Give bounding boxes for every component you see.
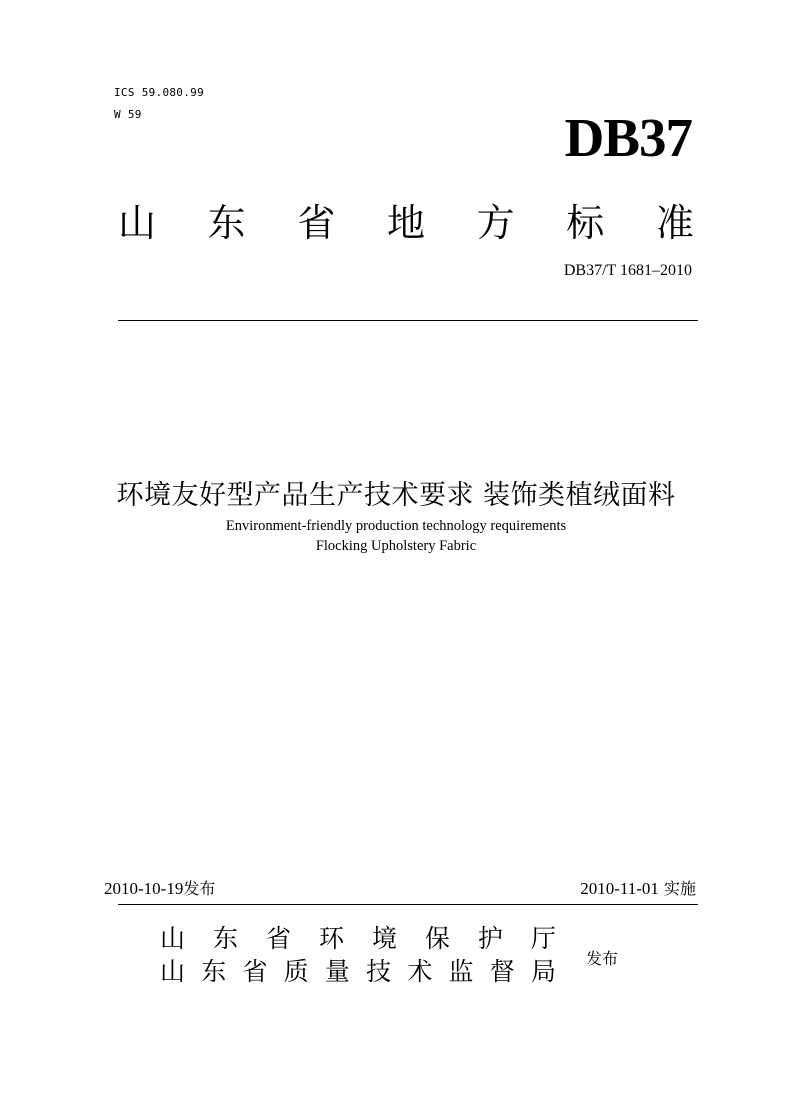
issuer-publish-label: 发布 <box>586 949 619 968</box>
implementation-date-value: 2010-11-01 <box>580 879 659 898</box>
standard-type-char: 准 <box>655 201 694 245</box>
issuer-char: 境 <box>371 924 397 953</box>
bottom-divider <box>118 904 698 905</box>
issue-date-value: 2010-10-19 <box>104 879 184 898</box>
ics-code: ICS 59.080.99 <box>114 86 204 99</box>
standard-type-char: 山 <box>118 201 157 245</box>
standard-type-title <box>118 196 694 250</box>
implementation-date-label: 实施 <box>663 879 696 898</box>
issuer-char: 护 <box>477 924 503 953</box>
standard-type-char: 省 <box>297 201 336 245</box>
issue-date <box>104 876 215 899</box>
implementation-date <box>580 876 696 899</box>
issuer-char: 环 <box>318 924 344 953</box>
standard-type-char: 标 <box>566 201 605 245</box>
title-chinese: 环境友好型产品生产技术要求 装饰类植绒面料 <box>116 480 676 511</box>
issuer-char: 督 <box>489 957 515 986</box>
issue-date-label: 发布 <box>183 879 216 898</box>
standard-type-char: 方 <box>476 201 515 245</box>
issuer-environmental-protection <box>160 922 556 956</box>
standard-type-char: 东 <box>207 201 246 245</box>
title-english-line-2: Flocking Upholstery Fabric <box>315 538 477 554</box>
issuer-char: 省 <box>242 957 268 986</box>
standard-number: DB37/T 1681–2010 <box>563 262 692 279</box>
standard-type-char: 地 <box>386 201 425 245</box>
issuer-char: 山 <box>160 924 186 953</box>
issuer-quality-supervision <box>160 955 556 989</box>
issuer-char: 技 <box>366 957 392 986</box>
issuer-char: 山 <box>160 957 186 986</box>
issuer-char: 省 <box>265 924 291 953</box>
ccs-code: W 59 <box>114 108 142 121</box>
issuer-char: 术 <box>407 957 433 986</box>
issuer-char: 东 <box>212 924 238 953</box>
issuer-char: 保 <box>424 924 450 953</box>
issuer-char: 质 <box>283 957 309 986</box>
issuer-char: 局 <box>530 957 556 986</box>
issuer-char: 厅 <box>530 924 556 953</box>
issuer-char: 量 <box>324 957 350 986</box>
issuer-char: 监 <box>448 957 474 986</box>
top-divider <box>118 320 698 321</box>
title-english-line-1: Environment-friendly production technology requirements <box>225 518 567 534</box>
issuer-char: 东 <box>201 957 227 986</box>
standard-code-logo: DB37 <box>564 107 692 168</box>
